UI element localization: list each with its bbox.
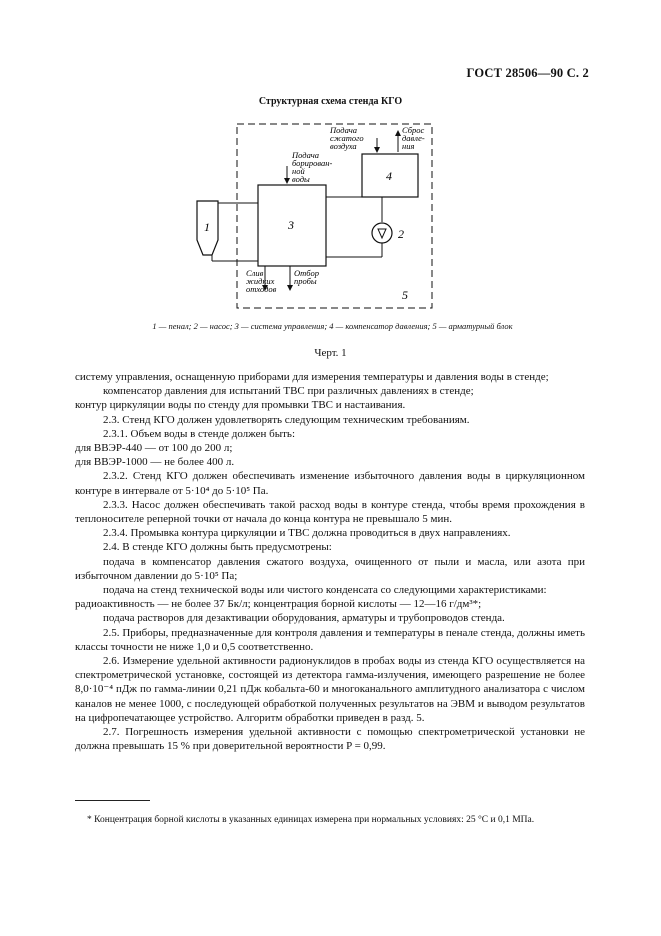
liquid-waste-label: Слив жидких отходов — [246, 268, 277, 294]
footnote-divider — [75, 800, 150, 801]
paragraph: 2.6. Измерение удельной активности радионуклидов в пробах воды из стенда КГО осуществляется на спектрометрической установке, состоящей из детектора гамма-излучения, имеющего разрешение не более 8,0·10⁻⁴ пДж по гамма-линии 0,21 пДж кобальта-60 и многоканального амплитудного анализатора с числом каналов не менее 1000, с последующей обработкой полученных результатов на ЭВМ и выводом результатов на цифропечатающее устройство. Алгоритм обработки приведен в разд. 5. — [75, 655, 585, 724]
document-reference: ГОСТ 28506—90 С. 2 — [466, 66, 589, 80]
paragraph: для ВВЭР-440 — от 100 до 200 л; — [75, 442, 233, 455]
paragraph: 2.3. Стенд КГО должен удовлетворять следующим техническим требованиям. — [103, 413, 470, 426]
diagram-caption: 1 — пенал; 2 — насос; 3 — система управления; 4 — компенсатор давления; 5 — арматурный блок — [152, 321, 513, 331]
diagram-title: Структурная схема стенда КГО — [258, 96, 403, 107]
paragraph: 2.4. В стенде КГО должны быть предусмотрены: — [103, 541, 332, 554]
body-text — [75, 370, 585, 753]
paragraph: 2.3.2. Стенд КГО должен обеспечивать изменение избыточного давления воды в циркуляционном контуре в интервале от 5·10⁴ до 5·10⁵ Па. — [75, 470, 585, 497]
paragraph: подача в компенсатор давления сжатого воздуха, очищенного от пыли и масла, или азота при избыточном давлении до 5·10⁵ Па; — [75, 555, 585, 582]
borated-water-label: Подача борирован- ной воды — [292, 150, 333, 184]
paragraph: 2.3.3. Насос должен обеспечивать такой расход воды в контуре стенда, чтобы время прохождения в теплоносителе реперной точки от начала до конца контура не превышало 5 мин. — [75, 498, 585, 526]
paragraph: контур циркуляции воды по стенду для промывки ТВС и настаивания. — [75, 399, 406, 412]
paragraph: 2.3.1. Объем воды в стенде должен быть: — [103, 427, 296, 440]
paragraph: подача растворов для дезактивации оборудования, арматуры и трубопроводов стенда. — [103, 612, 505, 625]
label-2: 2 — [398, 227, 404, 241]
figure-label: Черт. 1 — [314, 347, 347, 359]
paragraph: систему управления, оснащенную приборами для измерения температуры и давления воды в стенде; — [75, 371, 549, 383]
paragraph: 2.5. Приборы, предназначенные для контроля давления и температуры в пенале стенда, должны иметь классы точности не ниже 1,0 и 0,5 соответственно. — [75, 626, 585, 653]
pump-symbol — [372, 223, 392, 243]
sampling-label: Отбор пробы — [294, 268, 319, 286]
paragraph: компенсатор давления для испытаний ТВС при различных давлениях в стенде; — [103, 385, 474, 398]
paragraph: радиоактивность — не более 37 Бк/л; концентрация борной кислоты — 12—16 г/дм³*; — [75, 598, 482, 611]
paragraph: для ВВЭР-1000 — не более 400 л. — [75, 456, 235, 469]
label-4: 4 — [386, 169, 392, 183]
paragraph: 2.7. Погрешность измерения удельной активности с помощью спектрометрической установки не должна превышать 15 % при доверительной вероятности P = 0,99. — [75, 726, 585, 753]
pressure-release-label: Сброс давле- ния — [402, 125, 425, 151]
label-5: 5 — [402, 288, 408, 302]
paragraph: 2.3.4. Промывка контура циркуляции и ТВС должна проводиться в двух направлениях. — [103, 527, 511, 540]
paragraph: подача на стенд технической воды или чистого конденсата со следующими характеристиками: — [103, 584, 547, 597]
footnote: * Концентрация борной кислоты в указанных единицах измерена при нормальных условиях: 25 °С и 0,1 МПа. — [87, 815, 535, 825]
structural-diagram — [0, 110, 661, 310]
label-3: 3 — [288, 218, 294, 232]
label-1: 1 — [204, 220, 210, 234]
compressed-air-label: Подача сжатого воздуха — [330, 125, 364, 151]
